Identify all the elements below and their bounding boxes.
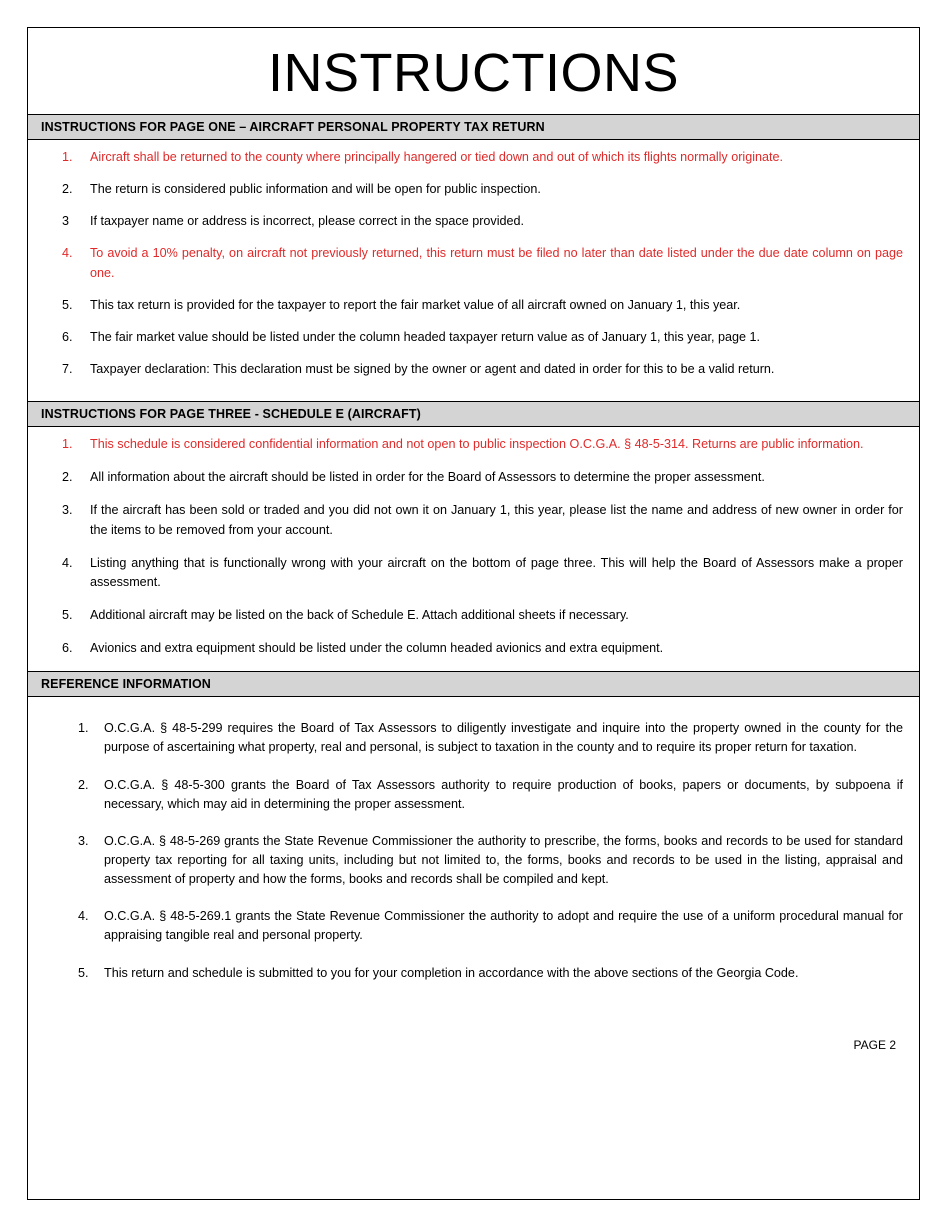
list-item-number: 5. xyxy=(78,965,89,980)
list-item-number: 2. xyxy=(62,182,73,197)
list-item-text: All information about the aircraft should be listed in order for the Board of Assessors to determine the proper assessment. xyxy=(90,470,765,485)
reference-list xyxy=(44,719,903,982)
section-body-page-three xyxy=(28,427,919,671)
list-item xyxy=(44,435,903,454)
instruction-list-page-one xyxy=(44,148,903,379)
list-item-number: 6. xyxy=(62,641,73,656)
list-item-text: Additional aircraft may be listed on the back of Schedule E. Attach additional sheets if necessary. xyxy=(90,607,629,622)
list-item-number: 6. xyxy=(62,329,73,344)
list-item-number: 3. xyxy=(62,503,73,518)
list-item-number: 4. xyxy=(62,555,73,570)
list-item-text: Taxpayer declaration: This declaration must be signed by the owner or agent and dated in order for this to be a valid return. xyxy=(90,361,775,376)
list-item xyxy=(44,554,903,592)
page-footer: PAGE 2 xyxy=(853,1037,896,1052)
list-item xyxy=(44,776,903,814)
list-item-text: This tax return is provided for the taxpayer to report the fair market value of all aircraft owned on January 1, this year. xyxy=(90,297,741,312)
section-header-reference-information: REFERENCE INFORMATION xyxy=(28,671,919,697)
list-item-number: 3. xyxy=(78,833,89,848)
list-item-text: O.C.G.A. § 48-5-269 grants the State Revenue Commissioner the authority to prescribe, the forms, books and records to be used for standard property tax reporting for all taxing units, including but not limited to, the forms, books and records to be used in the listing, appraisal and assessment of property and how the forms, books and records shall be compiled and kept. xyxy=(104,833,903,887)
list-item xyxy=(44,907,903,945)
list-item xyxy=(44,639,903,658)
list-item-text: The fair market value should be listed under the column headed taxpayer return value as of January 1, this year, page 1. xyxy=(90,329,760,344)
list-item xyxy=(44,468,903,487)
list-item-text: The return is considered public information and will be open for public inspection. xyxy=(90,182,541,197)
list-item-text: Avionics and extra equipment should be listed under the column headed avionics and extra equipment. xyxy=(90,641,664,656)
list-item-number: 4. xyxy=(62,246,73,261)
list-item-text: Aircraft shall be returned to the county where principally hangered or tied down and out of which its flights normally originate. xyxy=(90,150,784,164)
section-header-page-one: INSTRUCTIONS FOR PAGE ONE – AIRCRAFT PERSONAL PROPERTY TAX RETURN xyxy=(28,114,919,140)
list-item xyxy=(44,328,903,347)
list-item-text: If taxpayer name or address is incorrect, please correct in the space provided. xyxy=(90,214,524,229)
list-item-number: 7. xyxy=(62,361,73,376)
instruction-list-page-three xyxy=(44,435,903,658)
list-item-text: This return and schedule is submitted to you for your completion in accordance with the above sections of the Georgia Code. xyxy=(104,965,799,980)
list-item xyxy=(44,964,903,983)
list-item xyxy=(44,180,903,199)
list-item xyxy=(44,296,903,315)
list-item xyxy=(44,606,903,625)
list-item-number: 1. xyxy=(78,721,89,736)
list-item-number: 1. xyxy=(62,437,73,452)
list-item-number: 4. xyxy=(78,909,89,924)
list-item xyxy=(44,501,903,539)
list-item xyxy=(44,360,903,379)
list-item-number: 3 xyxy=(62,214,70,229)
list-item-number: 1. xyxy=(62,150,73,164)
list-item-text: O.C.G.A. § 48-5-299 requires the Board of Tax Assessors to diligently investigate and inquire into the property owned in the county for the purpose of ascertaining what property, real and personal, is subject to taxation in the county and to require its proper return for taxation. xyxy=(104,721,903,755)
list-item-text: O.C.G.A. § 48-5-300 grants the Board of Tax Assessors authority to require production of books, papers or documents, by subpoena if necessary, which may aid in determining the proper assessment. xyxy=(104,777,903,811)
list-item xyxy=(44,244,903,282)
list-item-text: O.C.G.A. § 48-5-269.1 grants the State Revenue Commissioner the authority to adopt and require the use of a uniform procedural manual for appraising tangible real and personal property. xyxy=(104,909,903,943)
section-body-reference-information xyxy=(28,697,919,1009)
list-item xyxy=(44,212,903,231)
section-header-page-three: INSTRUCTIONS FOR PAGE THREE - SCHEDULE E (AIRCRAFT) xyxy=(28,401,919,427)
list-item-number: 2. xyxy=(78,777,89,792)
list-item-text: Listing anything that is functionally wrong with your aircraft on the bottom of page three. This will help the Board of Assessors make a proper assessment. xyxy=(90,555,903,589)
list-item xyxy=(44,719,903,757)
list-item xyxy=(44,148,903,167)
document-page xyxy=(27,27,920,1200)
list-item-text: This schedule is considered confidential information and not open to public inspection O.C.G.A. § 48-5-314. Returns are public information. xyxy=(90,437,864,452)
list-item-number: 2. xyxy=(62,470,73,485)
list-item-text: To avoid a 10% penalty, on aircraft not previously returned, this return must be filed no later than date listed under the due date column on page one. xyxy=(90,246,903,280)
page-title: INSTRUCTIONS xyxy=(268,43,679,103)
list-item-number: 5. xyxy=(62,607,73,622)
section-body-page-one xyxy=(28,140,919,401)
list-item xyxy=(44,832,903,889)
list-item-text: If the aircraft has been sold or traded and you did not own it on January 1, this year, please list the name and address of new owner in order for the items to be removed from your account. xyxy=(90,503,903,537)
list-item-number: 5. xyxy=(62,297,73,312)
